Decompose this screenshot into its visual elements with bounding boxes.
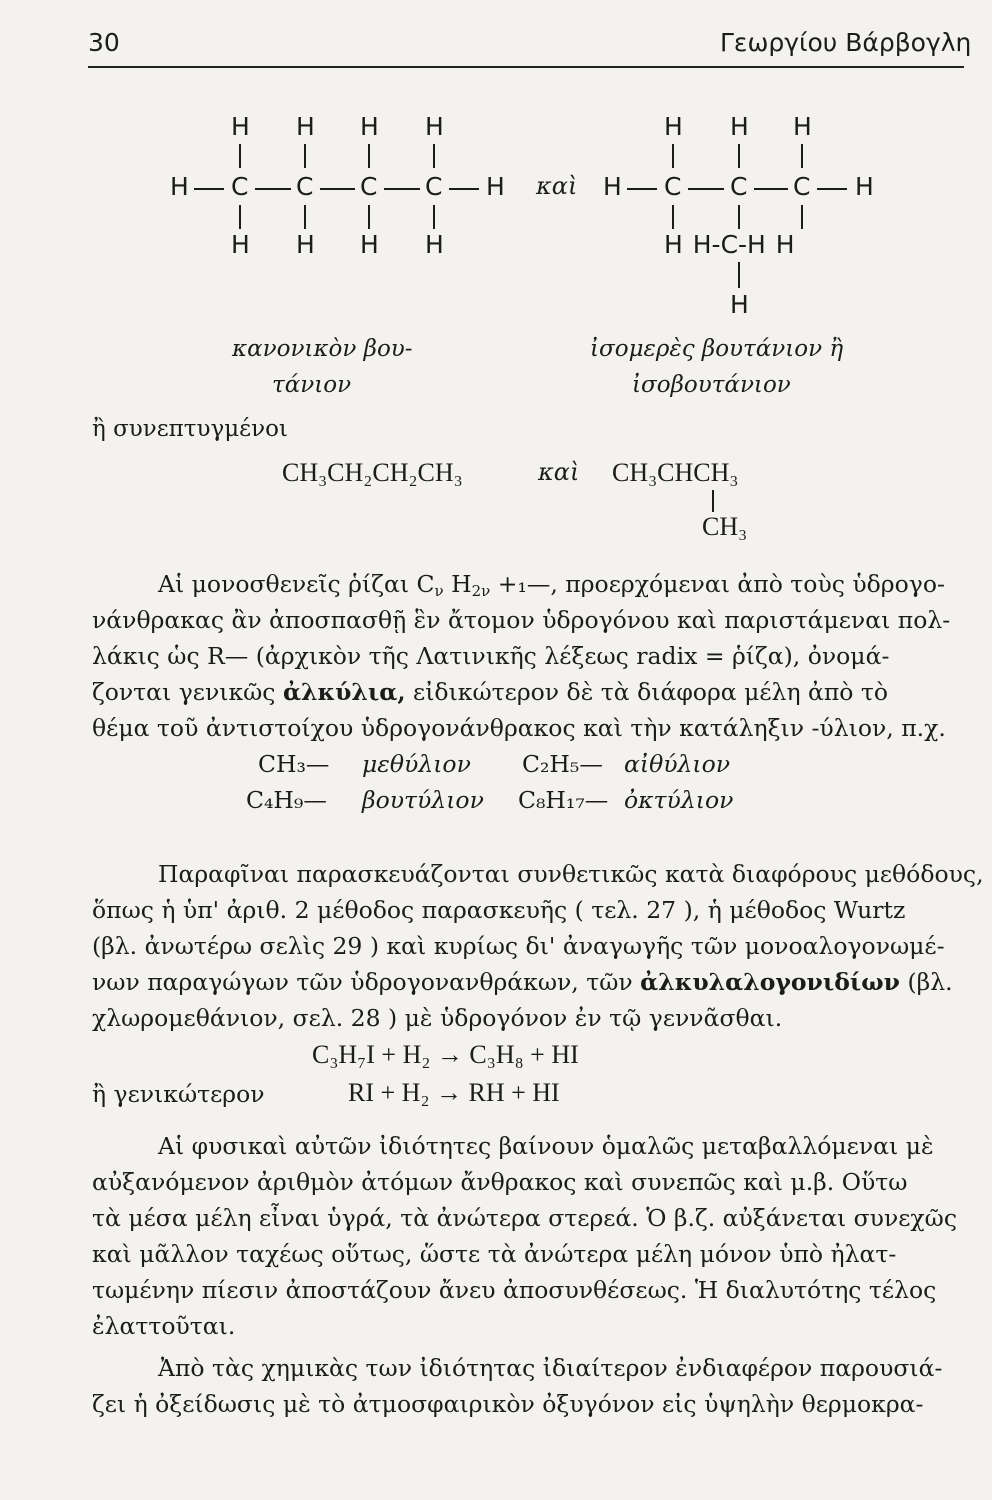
- paragraph-physical-properties: [92, 1128, 972, 1344]
- radical-formula: C₈H₁₇—: [518, 786, 609, 814]
- text-line: ὅπως ἡ ὑπ' ἀριθ. 2 μέθοδος παρασκευῆς ( τελ. 27 ), ἡ μέθοδος Wurtz: [92, 896, 906, 924]
- text-line: Ἀπὸ τὰς χημικὰς των ἰδιότητας ἰδιαίτερον ἐνδιαφέρον παρουσιά-: [158, 1354, 943, 1382]
- bond: [255, 188, 291, 190]
- term-alkyl-halides: ἀλκυλαλογονιδίων: [640, 968, 900, 996]
- bond: [368, 205, 370, 229]
- atom-h: H: [664, 112, 683, 141]
- atom-h: H: [360, 112, 379, 141]
- text-line: ζει ἡ ὀξείδωσις μὲ τὸ ἀτμοσφαιρικὸν ὀξυγόνον εἰς ὑψηλὴν θερμοκρα-: [92, 1390, 924, 1418]
- paragraph-chemical-properties: [92, 1350, 972, 1422]
- bond: [239, 144, 241, 168]
- bond: [801, 144, 803, 168]
- bond: [449, 188, 479, 190]
- conjunction-and: καὶ: [538, 458, 580, 486]
- atom-h: H: [231, 230, 250, 259]
- text-line: ζονται γενικῶς ἀλκύλια, εἰδικώτερον δὲ τὰ διάφορα μέλη ἀπὸ τὸ: [92, 678, 889, 706]
- atom-h: H: [425, 112, 444, 141]
- text-line: χλωρομεθάνιον, σελ. 28 ) μὲ ὑδρογόνον ἐν τῷ γεννᾶσθαι.: [92, 1004, 783, 1032]
- bond: [738, 144, 740, 168]
- radical-formula: CH₃—: [258, 750, 330, 778]
- bond: [738, 205, 740, 229]
- text-line: τὰ μέσα μέλη εἶναι ὑγρά, τὰ ἀνώτερα στερεά. Ὁ β.ζ. αὐξάνεται συνεχῶς: [92, 1204, 957, 1232]
- text-line: θέμα τοῦ ἀντιστοίχου ὑδρογονάνθρακος καὶ τὴν κατάληξιν -ύλιον, π.χ.: [92, 714, 946, 742]
- atom-h: H: [231, 112, 250, 141]
- header-rule: [88, 66, 964, 68]
- text-line: λάκις ὡς R— (ἀρχικὸν τῆς Λατινικῆς λέξεως radix = ῥίζα), ὀνομά-: [92, 642, 890, 670]
- radical-name: μεθύλιον: [362, 750, 471, 778]
- bond: [433, 144, 435, 168]
- caption-isobutane-line1: ἰσομερὲς βουτάνιον ἢ: [590, 336, 844, 362]
- bond: [754, 188, 788, 190]
- text-line: νάνθρακας ἂν ἀποσπασθῇ ἓν ἄτομον ὑδρογόνου καὶ παριστάμεναι πολ-: [92, 606, 951, 634]
- atom-h: H: [170, 172, 189, 201]
- atom-c: C: [231, 172, 249, 201]
- text-line: Παραφῖναι παρασκευάζονται συνθετικῶς κατὰ διαφόρους μεθόδους,: [158, 860, 984, 888]
- bond: [688, 188, 724, 190]
- radical-formula: C₄H₉—: [246, 786, 327, 814]
- conjunction-and: καὶ: [536, 172, 578, 200]
- atom-row: H H-C-H H: [664, 230, 795, 259]
- bond: [304, 144, 306, 168]
- bond: [304, 205, 306, 229]
- atom-c: C: [425, 172, 443, 201]
- radical-name: βουτύλιον: [362, 786, 484, 814]
- bond: [712, 490, 714, 512]
- atom-c: C: [793, 172, 811, 201]
- bond: [627, 188, 657, 190]
- bond: [817, 188, 847, 190]
- text-line: τωμένην πίεσιν ἀποστάζουν ἄνευ ἀποσυνθέσεως. Ἡ διαλυτότης τέλος: [92, 1276, 937, 1304]
- condensed-formula-butane: CH₃CH₂CH₂CH₃: [282, 458, 463, 487]
- atom-h: H: [730, 112, 749, 141]
- reaction-equation-2: RI + H₂ → RH + HI: [348, 1078, 560, 1107]
- bond: [384, 188, 420, 190]
- text-line: αὐξανόμενον ἀριθμὸν ἀτόμων ἄνθρακος καὶ συνεπῶς καὶ μ.β. Οὕτω: [92, 1168, 908, 1196]
- caption-butane-line2: τάνιον: [272, 372, 352, 398]
- atom-h: H: [855, 172, 874, 201]
- bond: [320, 188, 355, 190]
- atom-h: H: [793, 112, 812, 141]
- atom-h: H: [296, 112, 315, 141]
- running-title: Γεωργίου Βάρβογλη: [720, 28, 972, 57]
- text-line: Αἱ φυσικαὶ αὐτῶν ἰδιότητες βαίνουν ὁμαλῶς μεταβαλλόμεναι μὲ: [158, 1132, 934, 1160]
- bond: [433, 205, 435, 229]
- atom-c: C: [664, 172, 682, 201]
- radical-formula: C₂H₅—: [522, 750, 603, 778]
- condensed-branch: CH₃: [702, 512, 748, 541]
- bond: [194, 188, 224, 190]
- atom-h: H: [425, 230, 444, 259]
- bond: [672, 144, 674, 168]
- page-number: 30: [88, 28, 120, 57]
- atom-h: H: [603, 172, 622, 201]
- atom-h: H: [296, 230, 315, 259]
- caption-butane-line1: κανονικὸν βου-: [232, 336, 413, 362]
- text-line: Αἱ μονοσθενεῖς ῥίζαι $C_\nu$ $H_{2\nu}$ +₁—, προερχόμεναι ἀπὸ τοὺς ὑδρογο-: [158, 570, 945, 600]
- reaction-general-label: ἢ γενικώτερον: [92, 1080, 265, 1108]
- atom-h: H: [360, 230, 379, 259]
- condensed-intro: ἢ συνεπτυγμένοι: [92, 416, 288, 442]
- reaction-equation-1: C₃H₇I + H₂ → C₃H₈ + HI: [312, 1040, 579, 1069]
- radical-name: αἰθύλιον: [624, 750, 731, 778]
- bond: [672, 205, 674, 229]
- bond: [738, 262, 740, 288]
- atom-c: C: [730, 172, 748, 201]
- term-alkyl: ἀλκύλια,: [282, 678, 406, 706]
- atom-h: H: [486, 172, 505, 201]
- bond: [239, 205, 241, 229]
- bond: [368, 144, 370, 168]
- bond: [801, 205, 803, 229]
- paragraph-radicals: [92, 566, 972, 746]
- caption-isobutane-line2: ἰσοβουτάνιον: [632, 372, 791, 398]
- condensed-formula-isobutane: CH₃CHCH₃: [612, 458, 739, 487]
- text-line: (βλ. ἀνωτέρω σελὶς 29 ) καὶ κυρίως δι' ἀναγωγῆς τῶν μονοαλογονωμέ-: [92, 932, 945, 960]
- radical-name: ὀκτύλιον: [624, 786, 734, 814]
- atom-c: C: [360, 172, 378, 201]
- atom-h: H: [730, 290, 749, 319]
- text-line: ἐλαττοῦται.: [92, 1312, 236, 1340]
- text-line: νων παραγώγων τῶν ὑδρογονανθράκων, τῶν ἀλκυλαλογονιδίων (βλ.: [92, 968, 953, 996]
- paragraph-paraffins-preparation: [92, 856, 984, 1036]
- atom-c: C: [296, 172, 314, 201]
- text-line: καὶ μᾶλλον ταχέως οὕτως, ὥστε τὰ ἀνώτερα μέλη μόνον ὑπὸ ἠλατ-: [92, 1240, 897, 1268]
